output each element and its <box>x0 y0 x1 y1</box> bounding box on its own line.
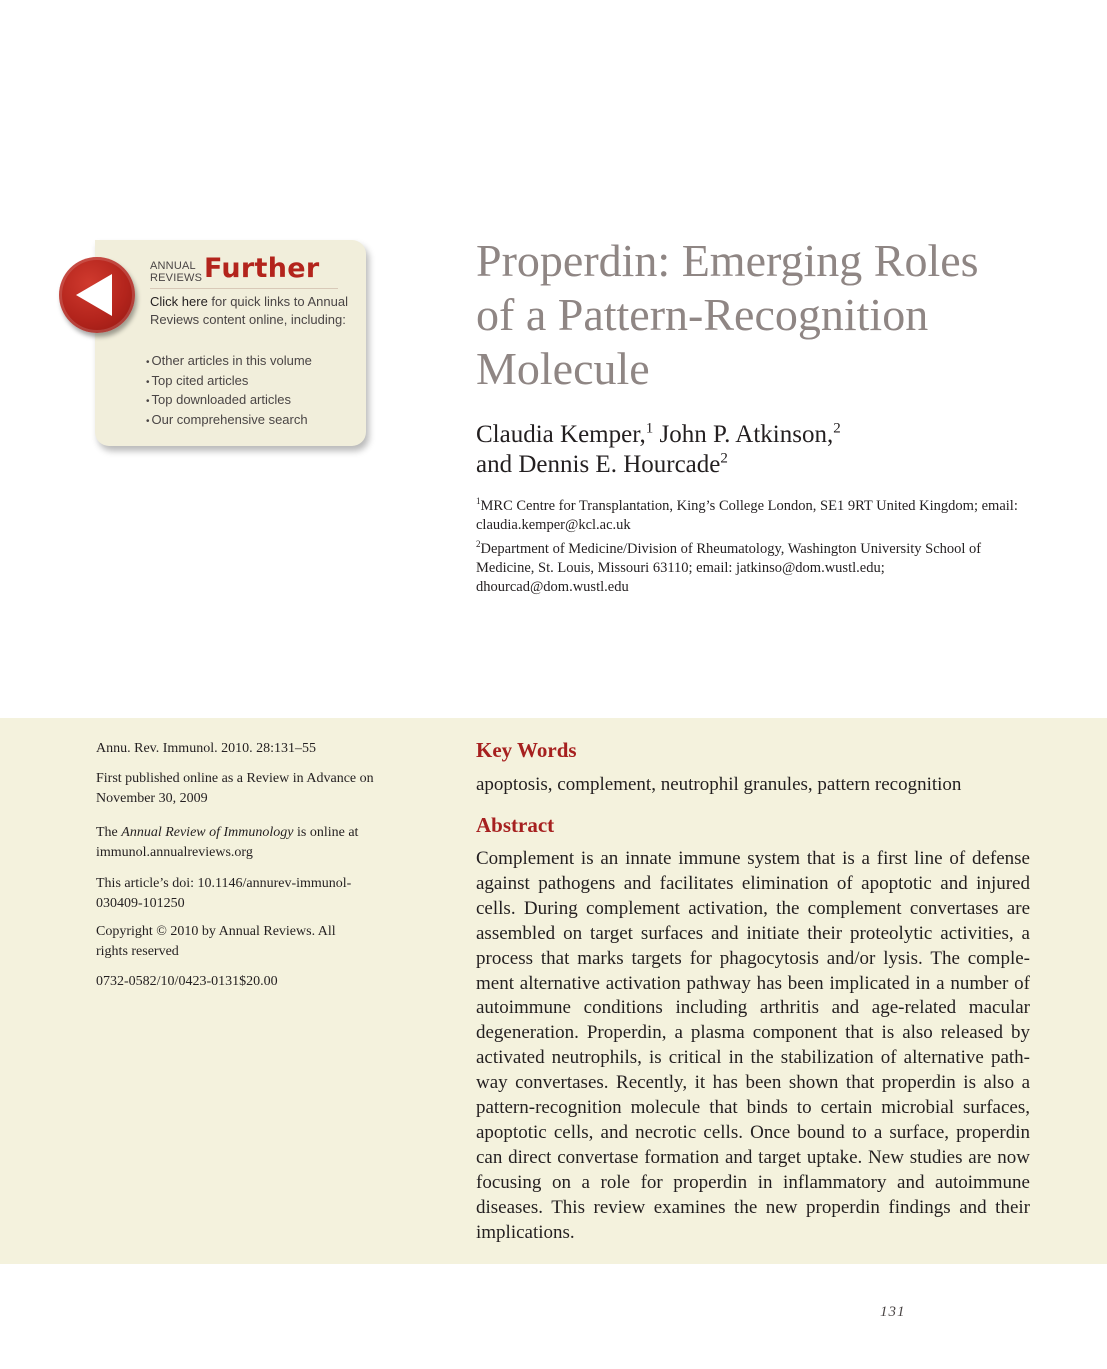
doi-info: This article’s doi: 10.1146/annurev-immunol-030409-101250 <box>96 876 352 911</box>
further-link-top-cited[interactable]: • Top cited articles <box>146 372 312 392</box>
abstract-heading: Abstract <box>476 813 555 837</box>
article-title: Properdin: Emerging Roles of a Pattern-Recognition Molecule <box>476 235 979 394</box>
further-intro: Click here for quick links to Annual Reviews content online, including: <box>150 294 348 327</box>
further-back-arrow-icon[interactable] <box>59 257 135 333</box>
further-link-other-articles[interactable]: • Other articles in this volume <box>146 352 312 372</box>
author-kemper: Claudia Kemper, <box>476 421 646 448</box>
click-here-link[interactable]: Click here <box>150 294 208 309</box>
article-code: 0732-0582/10/0423-0131$20.00 <box>96 974 278 989</box>
further-title: Further <box>204 253 320 284</box>
copyright-notice: Copyright © 2010 by Annual Reviews. All rights reserved <box>96 924 336 959</box>
affiliation-2: $^2$Department of Medicine/Division of Rheumatology, Washington University School of Medicine, St. Louis, Missouri 63110; email: jatkinso@dom.wustl.edu; dhourcad@dom.wustl.edu <box>476 539 982 595</box>
citation-info: Annu. Rev. Immunol. 2010. 28:131–55 <box>96 741 316 756</box>
author-atkinson: John P. Atkinson, <box>653 421 834 448</box>
author-hourcade: and Dennis E. Hourcade <box>476 451 721 478</box>
keywords-text: apoptosis, complement, neutrophil granules, pattern recognition <box>476 774 962 795</box>
annual-reviews-logo: ANNUAL REVIEWS <box>150 260 203 284</box>
page-number: 131 <box>880 1304 906 1320</box>
affiliation-1: $^1$MRC Centre for Transplantation, King’s College London, SE1 9RT United Kingdom; email: claudia.kemper@kcl.ac.uk <box>476 496 1018 533</box>
further-link-top-downloaded[interactable]: • Top downloaded articles <box>146 391 312 411</box>
journal-online-info: The Annual Review of Immunology is online at immunol.annualreviews.org <box>96 825 359 860</box>
author-list: Claudia Kemper,$^1$ John P. Atkinson,$^2$ and Dennis E. Hourcade$^2$ <box>476 420 841 478</box>
abstract-text: Complement is an innate immune system that is a first line of defense against pathogens and facilitates elimination of apoptotic and injured cells. During complement activation, the complement convertases are assembled on target surfaces and initiate their proteolytic activities, a process that marks targets for phagocytosis and/or lysis. The complement alternative activation pathway has been implicated in a number of autoimmune conditions including arthritis and age-related macular degeneration. Properdin, a plasma component that is also released by activated neutrophils, is critical in the stabilization of alternative pathway convertases. Recently, it has been shown that properdin is also a pattern-recognition molecule that binds to certain microbial surfaces, apoptotic cells, and necrotic cells. Once bound to a surface, properdin can direct convertase formation and target uptake. New studies are now focusing on a role for properdin in inflammatory and autoimmune diseases. This review examines the new properdin findings and their implications. <box>476 848 1030 1243</box>
further-link-search[interactable]: • Our comprehensive search <box>146 411 312 431</box>
further-header <box>150 253 338 289</box>
publication-date: First published online as a Review in Advance on November 30, 2009 <box>96 771 374 806</box>
further-links-list <box>146 352 312 431</box>
keywords-heading: Key Words <box>476 738 577 762</box>
